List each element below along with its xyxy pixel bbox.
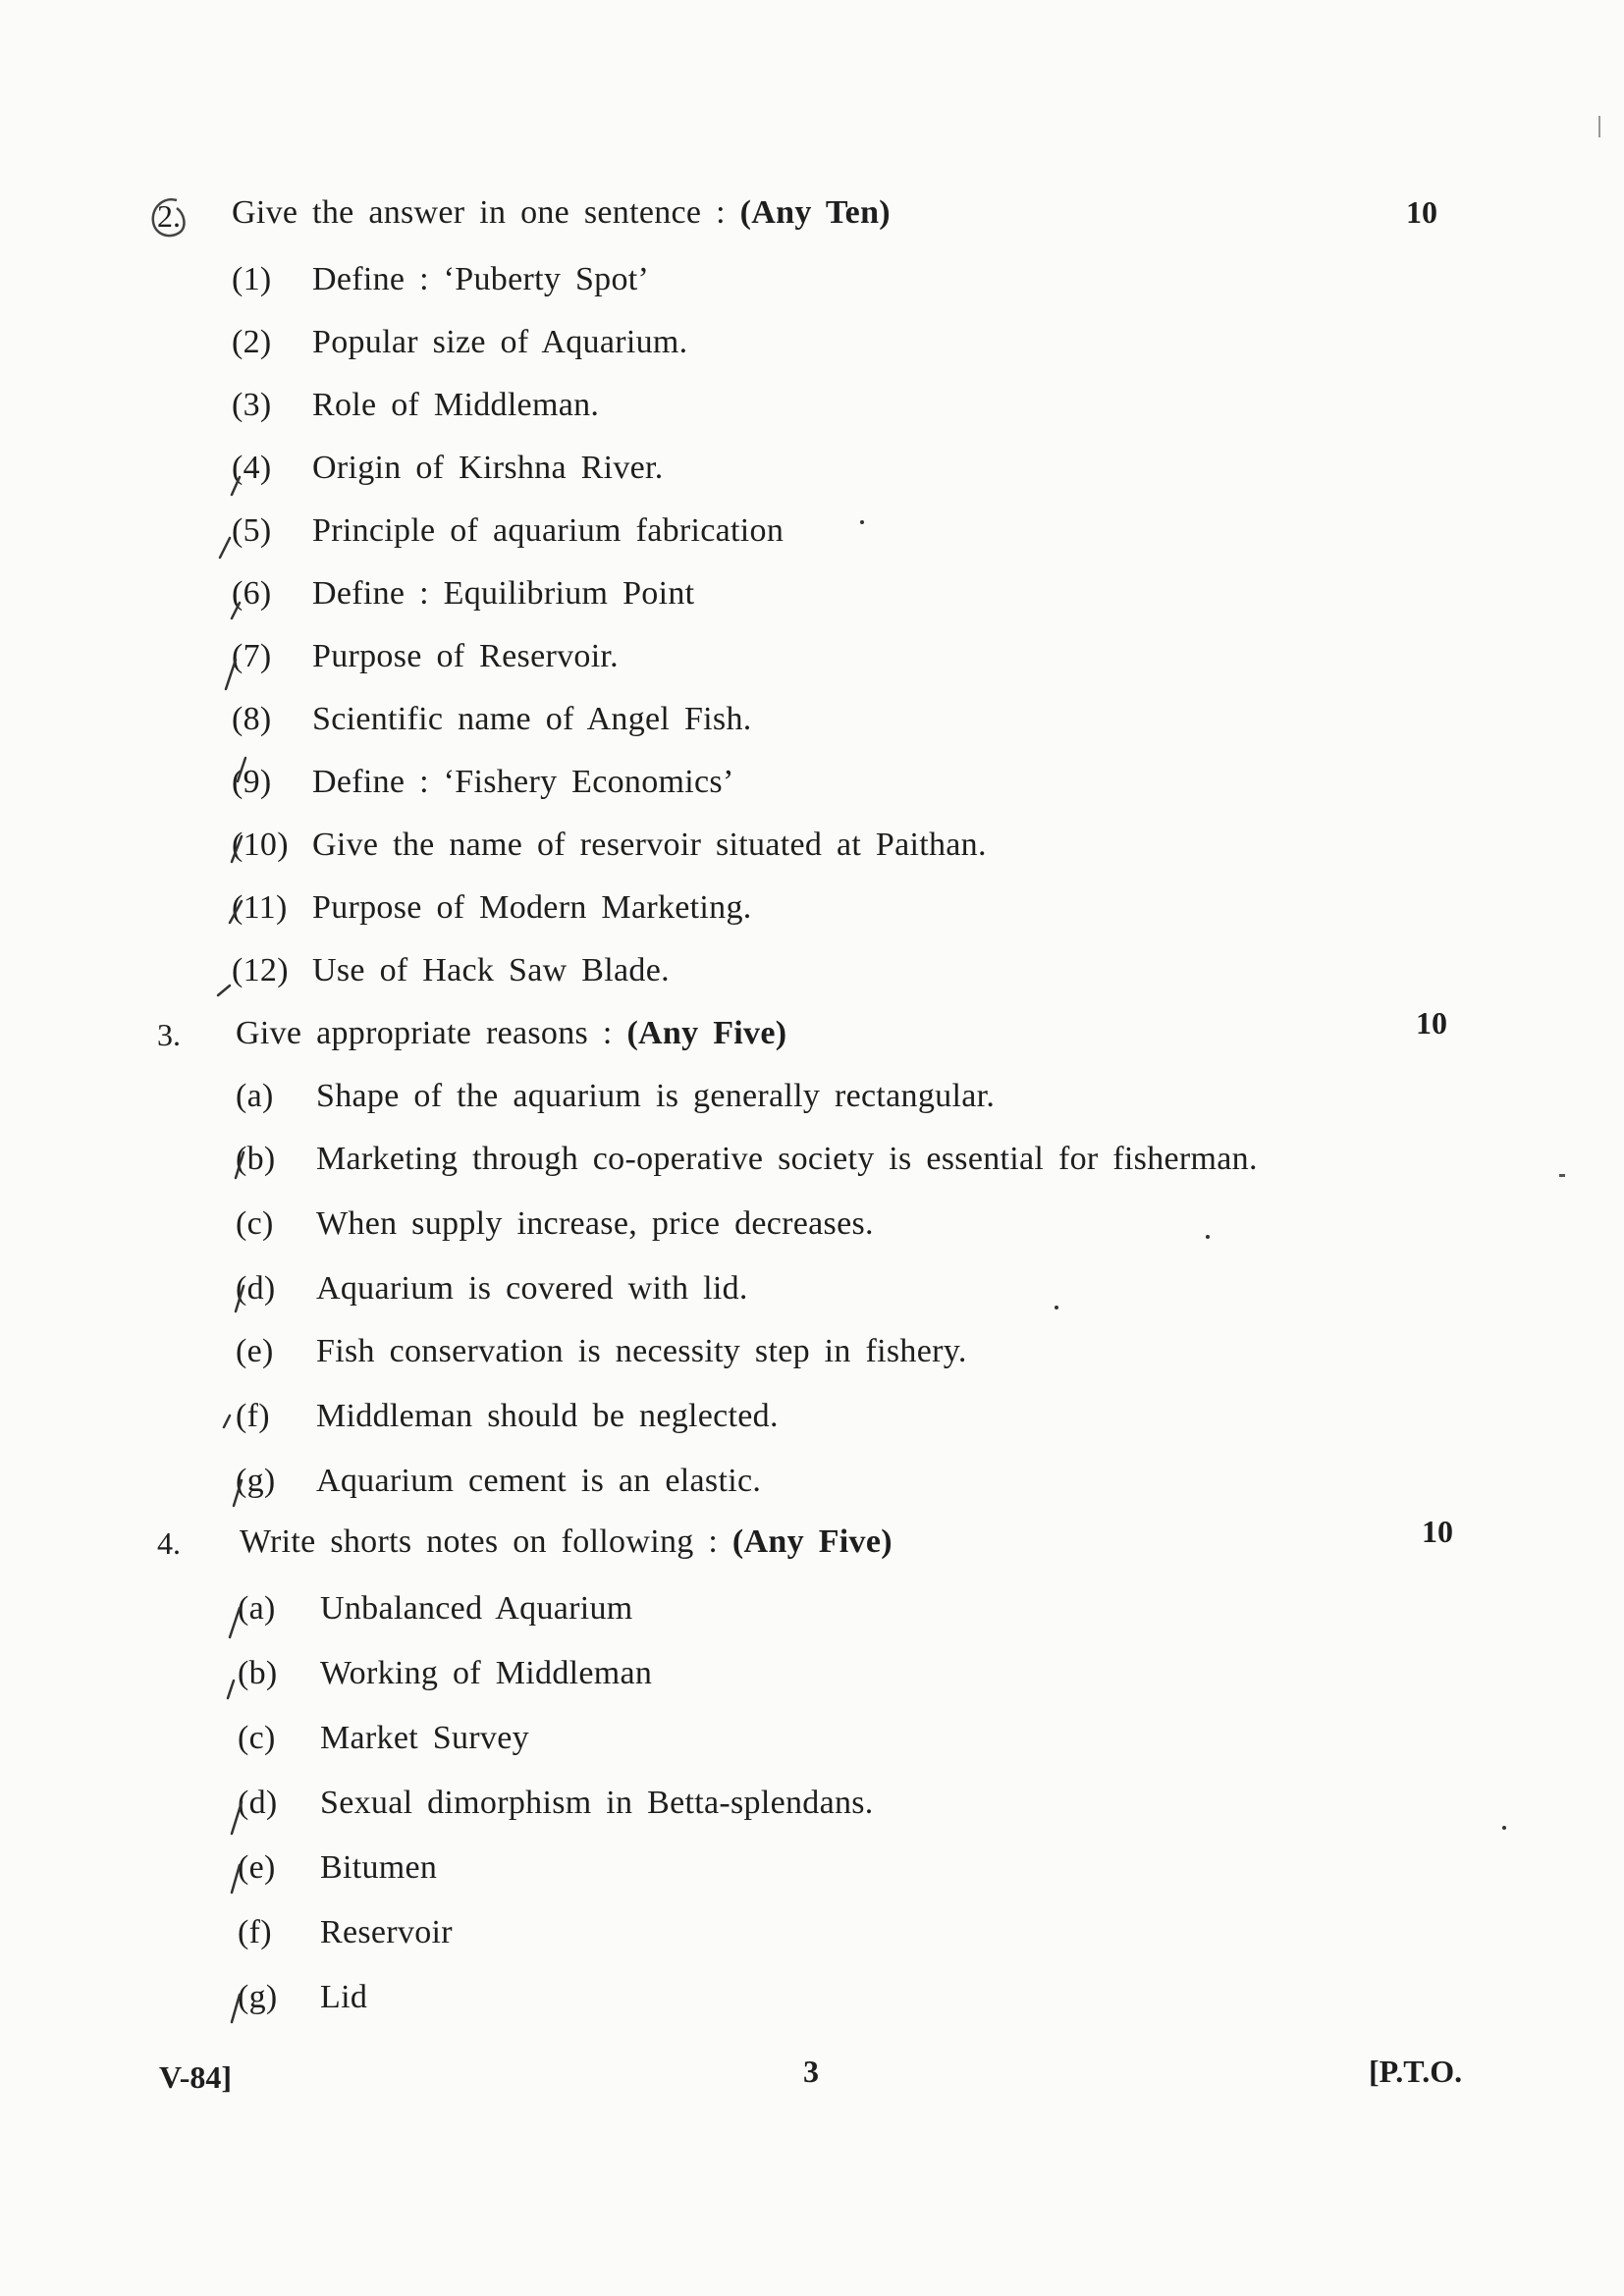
prompt-text: Give appropriate reasons : [236,1015,613,1051]
question-marks: 10 [1406,194,1437,230]
item-text: Purpose of Reservoir. [312,638,619,674]
option-text: (Any Ten) [739,194,891,231]
scan-speck [1559,1174,1565,1177]
item-text: Shape of the aquarium is generally rectangular. [316,1078,996,1114]
item-text: Define : Equilibrium Point [312,575,695,612]
item-text: Working of Middleman [320,1655,653,1691]
item-label: (c) [238,1720,276,1756]
question-prompt [236,1015,786,1052]
paper-code: V-84] [159,2059,233,2095]
item-label: (1) [232,261,272,297]
item-label: (f) [236,1398,270,1434]
item-text: Bitumen [320,1849,438,1886]
prompt-text: Give the answer in one sentence : [232,194,726,231]
question-marks: 10 [1416,1005,1447,1041]
item-label: (e) [236,1333,274,1369]
page-number: 3 [803,2054,819,2089]
scan-speck [1502,1826,1506,1830]
item-label: (a) [238,1590,276,1627]
question-prompt [240,1523,893,1561]
handwritten-tick-marks [196,432,285,2042]
item-text: Sexual dimorphism in Betta-splendans. [320,1785,874,1821]
item-text: Principle of aquarium fabrication [312,512,785,549]
item-text: Origin of Kirshna River. [312,450,664,486]
item-text: Define : ‘Puberty Spot’ [312,261,650,297]
pto-note: [P.T.O. [1369,2054,1463,2089]
question-number: 4. [157,1525,181,1561]
item-label: (4) [232,450,272,486]
item-text: Market Survey [320,1720,529,1756]
item-text: Marketing through co-operative society is essential for fisherman. [316,1141,1258,1177]
option-text: (Any Five) [731,1523,893,1560]
item-label: (11) [232,889,288,926]
item-text: Popular size of Aquarium. [312,324,688,360]
item-label: (d) [236,1270,276,1307]
question-marks: 10 [1422,1514,1453,1549]
question-number: 2. [157,198,181,234]
item-text: Unbalanced Aquarium [320,1590,633,1627]
item-label: (12) [232,952,289,988]
scan-speck [860,520,864,524]
item-text: When supply increase, price decreases. [316,1205,874,1242]
margin-mark [1598,116,1600,137]
item-text: Role of Middleman. [312,387,600,423]
question-number: 3. [157,1017,181,1052]
item-label: (2) [232,324,272,360]
item-label: (d) [238,1785,278,1821]
item-text: Scientific name of Angel Fish. [312,701,752,737]
item-text: Aquarium is covered with lid. [316,1270,748,1307]
item-text: Define : ‘Fishery Economics’ [312,764,734,800]
option-text: (Any Five) [626,1015,787,1051]
item-text: Give the name of reservoir situated at Paithan. [312,827,987,863]
item-text: Reservoir [320,1914,453,1950]
item-label: (a) [236,1078,274,1114]
item-label: (c) [236,1205,274,1242]
question-prompt [232,194,891,232]
item-label: (3) [232,387,272,423]
item-text: Aquarium cement is an elastic. [316,1463,762,1499]
item-label: (g) [238,1979,278,2015]
item-label: (b) [236,1141,276,1177]
item-label: (10) [232,827,289,863]
item-text: Use of Hack Saw Blade. [312,952,670,988]
item-label: (e) [238,1849,276,1886]
item-label: (5) [232,512,272,549]
item-label: (b) [238,1655,278,1691]
item-label: (9) [232,764,272,800]
scan-speck [1206,1235,1210,1239]
item-label: (8) [232,701,272,737]
item-text: Purpose of Modern Marketing. [312,889,752,926]
item-label: (6) [232,575,272,612]
item-label: (f) [238,1914,272,1950]
item-text: Middleman should be neglected. [316,1398,779,1434]
item-label: (g) [236,1463,276,1499]
scan-speck [1055,1306,1058,1309]
item-text: Fish conservation is necessity step in fishery. [316,1333,967,1369]
item-text: Lid [320,1979,368,2015]
item-label: (7) [232,638,272,674]
prompt-text: Write shorts notes on following : [240,1523,719,1560]
